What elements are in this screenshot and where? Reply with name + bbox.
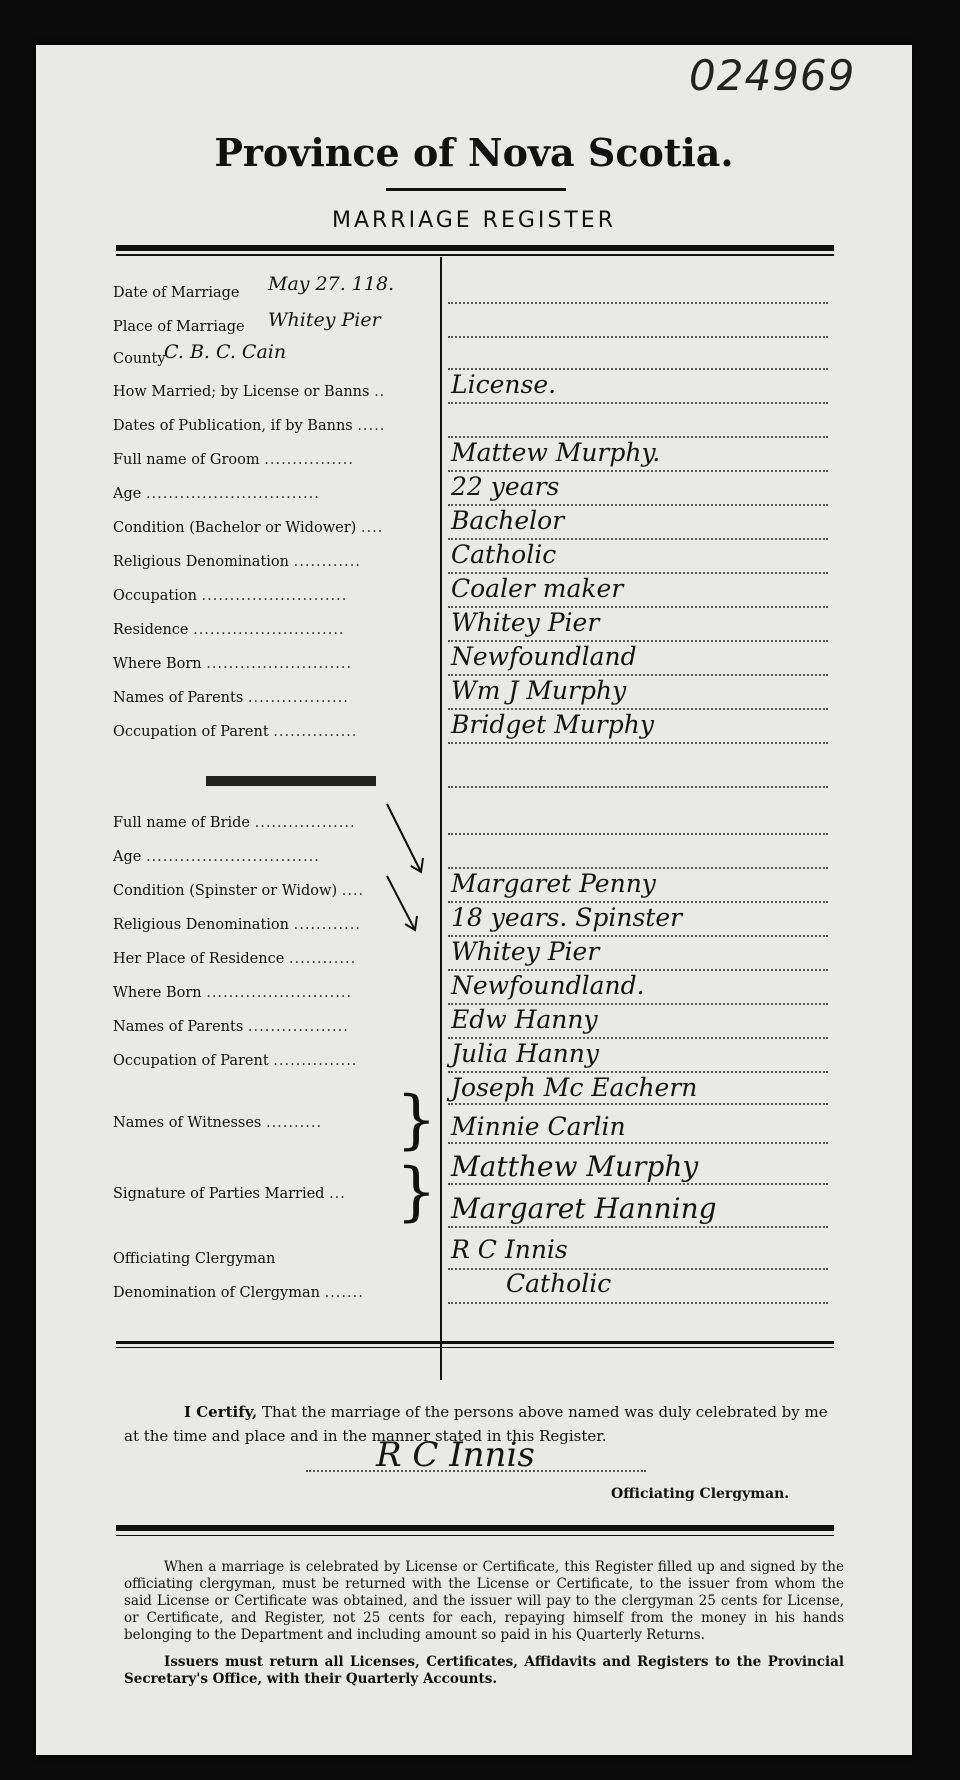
field-value-occupation: Coaler maker [451, 574, 624, 603]
blank-line [448, 1102, 828, 1105]
field-label-bride-parents: Names of Parents .................. [113, 1019, 349, 1035]
blank-line [448, 301, 828, 304]
redaction-bar [206, 776, 376, 786]
register-form [36, 45, 912, 1755]
catalog-number: 024969 [689, 51, 856, 100]
page-subtitle: MARRIAGE REGISTER [331, 208, 616, 233]
header-rule-thin [116, 254, 834, 256]
field-value-how-married: License. [451, 370, 557, 399]
brace-icon: } [396, 1155, 437, 1229]
blank-line [448, 785, 828, 788]
title-rule [386, 188, 566, 191]
field-value-bride-name: Margaret Penny [451, 869, 656, 898]
notice-paragraph-1: When a marriage is celebrated by License or Certificate, this Register filled up and signed by the officiating clergyman, must be returned with the License or Certificate, to the issuer from whom the said License or Certificate was obtained, and the issuer will pay to the clergyman 25 cents for License, or Certificate, and Register, not 25 cents for each, repaying himself from the money in his hands belonging to the Department and including amount so paid in his Quarterly Returns. [124, 1559, 844, 1643]
blank-line [448, 1267, 828, 1270]
field-label-where-born: Where Born .......................... [113, 656, 353, 672]
field-label-signatures: Signature of Parties Married ... [113, 1186, 346, 1202]
footer-rule-thin [116, 1535, 834, 1536]
arrow-icon [381, 800, 441, 940]
field-value-officiating-clergyman: R C Innis [451, 1235, 568, 1264]
field-label-bride-parent-occupation: Occupation of Parent ............... [113, 1053, 358, 1069]
field-value-signature-bride: Margaret Hanning [451, 1192, 717, 1225]
field-label-parents: Names of Parents .................. [113, 690, 349, 706]
field-label-groom-name: Full name of Groom ................ [113, 452, 354, 468]
section-rule [116, 1341, 834, 1344]
field-label-residence: Residence ........................... [113, 622, 345, 638]
blank-line [448, 1225, 828, 1228]
blank-line [448, 1301, 828, 1304]
field-label-bride-age: Age ............................... [113, 849, 320, 865]
certify-lead: I Certify, [184, 1403, 258, 1421]
field-value-signature-groom: Matthew Murphy [451, 1150, 699, 1183]
header-rule [116, 245, 834, 251]
field-label-bride-condition: Condition (Spinster or Widow) .... [113, 883, 365, 899]
field-label-age: Age ............................... [113, 486, 320, 502]
blank-line [448, 832, 828, 835]
blank-line [448, 741, 828, 744]
field-value-age: 22 years [451, 472, 560, 501]
field-label-how-married: How Married; by License or Banns .. [113, 384, 386, 400]
page-title: Province of Nova Scotia. [214, 130, 734, 175]
signature-label: Officiating Clergyman. [611, 1486, 790, 1502]
notice-paragraph-2: Issuers must return all Licenses, Certificates, Affidavits and Registers to the Provincial Secretary's Office, with their Quarterly Accounts. [124, 1654, 844, 1687]
field-value-bride-born: Newfoundland. [451, 971, 645, 1000]
field-label-witnesses: Names of Witnesses .......... [113, 1115, 323, 1131]
field-value-condition: Bachelor [451, 506, 565, 535]
field-value-residence: Whitey Pier [451, 608, 600, 637]
field-value-date: May 27. 118. [268, 273, 395, 295]
blank-line [448, 335, 828, 338]
field-value-county: C. B. C. Cain [164, 341, 287, 363]
field-label-bride-residence: Her Place of Residence ............ [113, 951, 357, 967]
field-value-parent-occupation: Bridget Murphy [451, 710, 654, 739]
field-value-clergy-denomination: Catholic [506, 1269, 612, 1298]
field-label-date: Date of Marriage [113, 285, 240, 301]
certify-body: That the marriage of the persons above named was duly celebrated by me at the time and place and in the manner stated in this Register. [124, 1403, 828, 1445]
field-value-parents: Wm J Murphy [451, 676, 627, 705]
section-rule-thin [116, 1347, 834, 1348]
field-value-place: Whitey Pier [268, 309, 381, 331]
field-value-bride-age-condition: 18 years. Spinster [451, 903, 683, 932]
field-label-religion: Religious Denomination ............ [113, 554, 361, 570]
footer-rule [116, 1525, 834, 1531]
instructions-notice [124, 1559, 844, 1698]
brace-icon: } [396, 1083, 437, 1157]
field-label-parent-occupation: Occupation of Parent ............... [113, 724, 358, 740]
field-label-bride-religion: Religious Denomination ............ [113, 917, 361, 933]
field-label-place: Place of Marriage [113, 319, 245, 335]
clergy-signature: R C Innis [376, 1435, 535, 1475]
blank-line [448, 401, 828, 404]
field-value-bride-parents: Edw Hanny [451, 1005, 598, 1034]
blank-line [448, 1182, 828, 1185]
field-value-where-born: Newfoundland [451, 642, 637, 671]
blank-line [448, 1141, 828, 1144]
field-value-religion: Catholic [451, 540, 557, 569]
field-label-publication: Dates of Publication, if by Banns ..... [113, 418, 386, 434]
field-value-witness-2: Minnie Carlin [451, 1112, 626, 1141]
field-value-groom-name: Mattew Murphy. [451, 438, 661, 467]
field-label-bride-name: Full name of Bride .................. [113, 815, 356, 831]
field-value-bride-parent-occupation: Julia Hanny [451, 1039, 599, 1068]
signature-line [306, 1470, 646, 1472]
field-label-officiating-clergyman: Officiating Clergyman [113, 1251, 276, 1267]
field-label-clergy-denomination: Denomination of Clergyman ....... [113, 1285, 364, 1301]
field-label-county: County [113, 351, 166, 367]
field-label-condition: Condition (Bachelor or Widower) .... [113, 520, 384, 536]
field-value-bride-residence: Whitey Pier [451, 937, 600, 966]
field-value-witness-1: Joseph Mc Eachern [451, 1073, 698, 1102]
field-label-bride-born: Where Born .......................... [113, 985, 353, 1001]
field-label-occupation: Occupation .......................... [113, 588, 348, 604]
